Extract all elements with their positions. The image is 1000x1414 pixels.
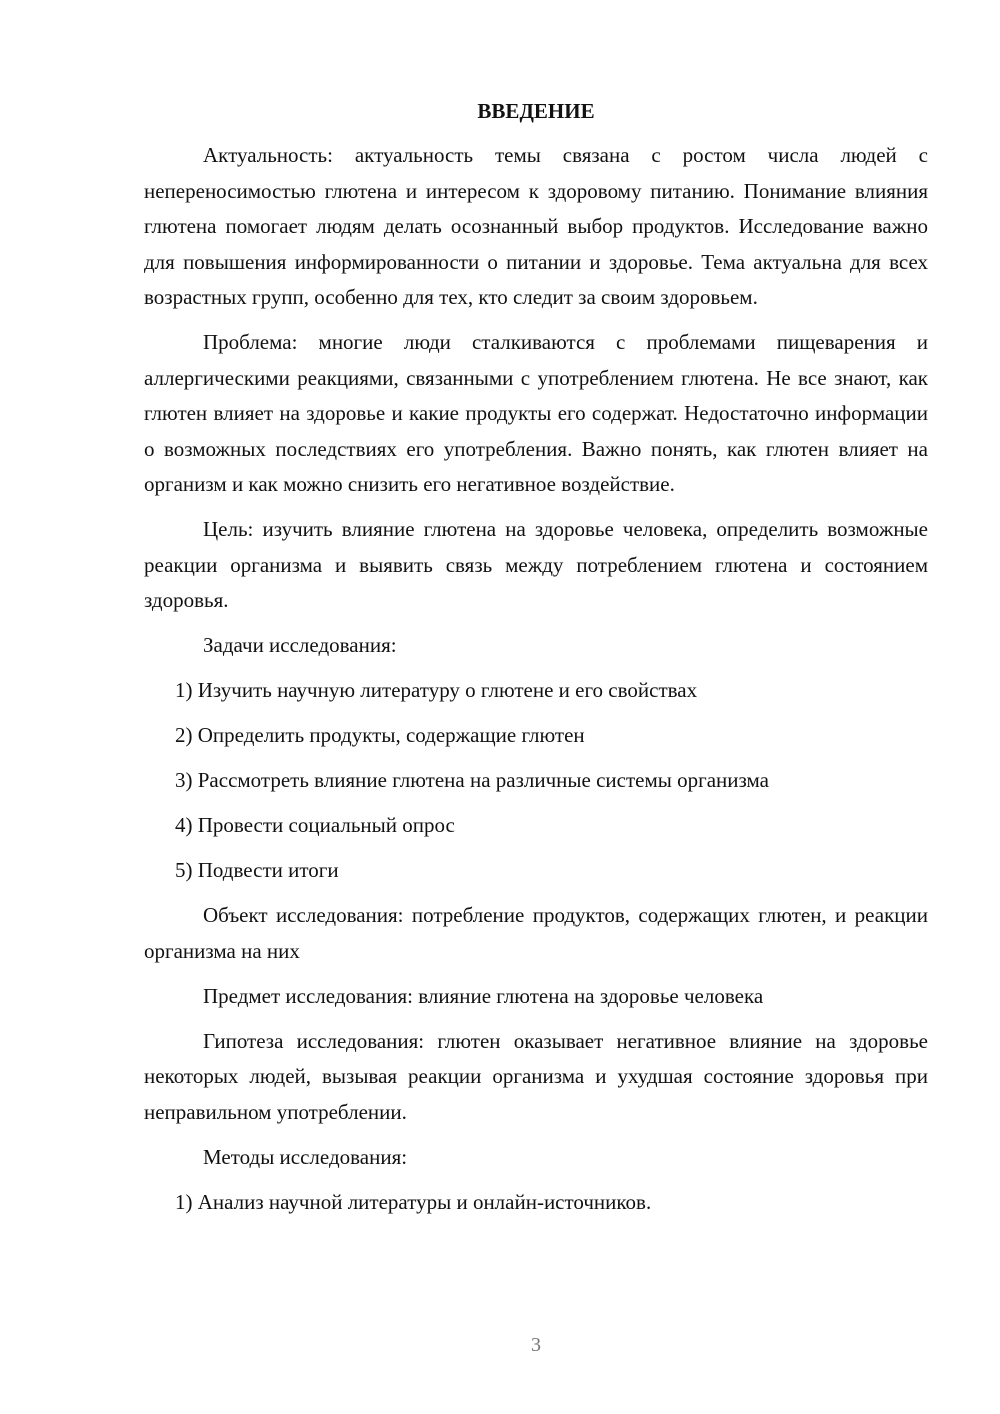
- tasks-heading: Задачи исследования:: [203, 633, 397, 657]
- methods-heading: Методы исследования:: [203, 1144, 408, 1169]
- page-number: 3: [531, 1334, 541, 1356]
- hypothesis-paragraph: Гипотеза исследования: глютен оказывает негативное влияние на здоровье некоторых людей, вызывая реакции организма и ухудшая состояние здоровья при неправильном употреблении.: [144, 1028, 928, 1124]
- page-title: ВВЕДЕНИЕ: [477, 99, 595, 123]
- goal-paragraph: Цель: изучить влияние глютена на здоровье человека, определить возможные реакции организма и выявить связь между потреблением глютена и состоянием здоровья.: [144, 517, 928, 612]
- subject-paragraph: Предмет исследования: влияние глютена на здоровье человека: [203, 983, 764, 1008]
- task-item-3: 3) Рассмотреть влияние глютена на различные системы организма: [175, 768, 769, 792]
- method-item-1: 1) Анализ научной литературы и онлайн-источников.: [175, 1189, 652, 1214]
- task-item-2: 2) Определить продукты, содержащие глютен: [175, 723, 585, 747]
- page-content: [144, 94, 928, 1230]
- task-item-1: 1) Изучить научную литературу о глютене и его свойствах: [175, 678, 698, 702]
- problem-paragraph: Проблема: многие люди сталкиваются с проблемами пищеварения и аллергическими реакциями, связанными с употреблением глютена. Не все знают, как глютен влияет на здоровье и какие продукты его содержат. Недостаточно информации о возможных последствиях его употребления. Важно понять, как глютен влияет на организм и как можно снизить его негативное воздействие.: [144, 330, 928, 496]
- object-paragraph: Объект исследования: потребление продуктов, содержащих глютен, и реакции организма на них: [144, 903, 928, 963]
- task-item-4: 4) Провести социальный опрос: [175, 813, 455, 837]
- task-item-5: 5) Подвести итоги: [175, 858, 339, 882]
- relevance-paragraph: Актуальность: актуальность темы связана с ростом числа людей с непереносимостью глютена и интересом к здоровому питанию. Понимание влияния глютена помогает людям делать осознанный выбор продуктов. Исследование важно для повышения информированности о питании и здоровье. Тема актуальна для всех возрастных групп, особенно для тех, кто следит за своим здоровьем.: [144, 143, 928, 309]
